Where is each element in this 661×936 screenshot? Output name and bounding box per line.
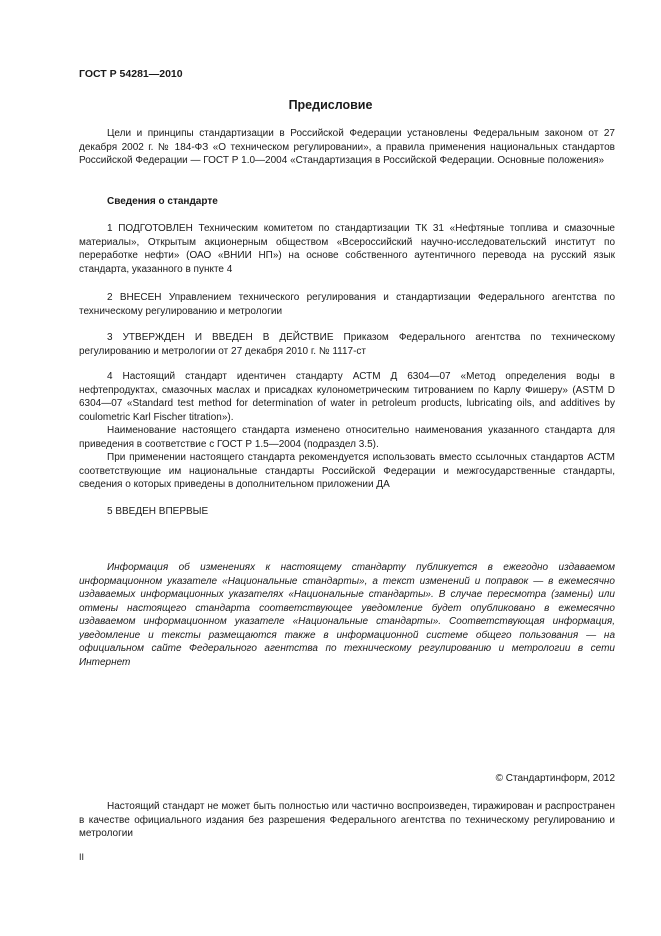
rights-paragraph: Настоящий стандарт не может быть полностью или частично воспроизведен, тиражирован и распространен в качестве официального издания без разрешения Федерального агентства по техническому регулированию и метрологии [79,801,615,839]
page-number: II [79,852,85,862]
item-5-paragraph: 5 ВВЕДЕН ВПЕРВЫЕ [107,506,209,517]
item-4-name-change-paragraph: Наименование настоящего стандарта изменено относительно наименования указанного стандарта для приведения в соответствие с ГОСТ Р 1.5—2004 (подраздел 3.5). [79,425,615,450]
item-4-paragraph: 4 Настоящий стандарт идентичен стандарту АСТМ Д 6304—07 «Метод определения воды в нефтепродуктах, смазочных маслах и присадках кулонометрическим титрованием по Карлу Фишеру» (ASTM D 6304—07 «Standard test method for determination of water in petroleum products, lubricating oils, and additives by coulometric Karl Fischer titration»). [79,371,615,423]
item-5-block [79,505,615,519]
page-title: Предисловие [288,98,373,112]
item-1-paragraph: 1 ПОДГОТОВЛЕН Техническим комитетом по стандартизации ТК 31 «Нефтяные топлива и смазочные материалы», Открытым акционерным обществом «Всероссийский научно-исследовательский институт по переработке нефти» (ОАО «ВНИИ НП») на основе собственного аутентичного перевода на русский язык стандарта, указанного в пункте 4 [79,223,615,275]
intro-paragraph-block [79,127,615,168]
item-2-paragraph: 2 ВНЕСЕН Управлением технического регулирования и стандартизации Федерального агентства по техническому регулированию и метрологии [79,292,615,317]
intro-paragraph: Цели и принципы стандартизации в Российской Федерации установлены Федеральным законом от 27 декабря 2002 г. № 184-ФЗ «О техническом регулировании», а правила применения национальных стандартов Российской Федерации — ГОСТ Р 1.0—2004 «Стандартизация в Российской Федерации. Основные положения» [79,128,615,166]
copyright-line: © Стандартинформ, 2012 [495,773,615,784]
item-2-block [79,291,615,318]
standard-code-header: ГОСТ Р 54281—2010 [79,68,183,80]
item-4-references-paragraph: При применении настоящего стандарта рекомендуется использовать вместо ссылочных стандартов АСТМ соответствующие им национальные стандарты Российской Федерации и межгосударственные стандарты, сведения о которых приведены в дополнительном приложении ДА [79,452,615,490]
notice-paragraph: Информация об изменениях к настоящему стандарту публикуется в ежегодно издаваемом информационном указателе «Национальные стандарты», а текст изменений и поправок — в ежемесячно издаваемых информационных указателях «Национальные стандарты». В случае пересмотра (замены) или отмены настоящего стандарта соответствующее уведомление будет опубликовано в ежемесячно издаваемом информационном указателе «Национальные стандарты». Соответствующая информация, уведомление и тексты размещаются также в информационной системе общего пользования — на официальном сайте Федерального агентства по техническому регулированию и метрологии в сети Интернет [79,562,615,668]
info-heading: Сведения о стандарте [107,196,218,207]
rights-block [79,800,615,841]
item-3-block [79,331,615,358]
item-4-block [79,370,615,492]
item-3-paragraph: 3 УТВЕРЖДЕН И ВВЕДЕН В ДЕЙСТВИЕ Приказом Федерального агентства по техническому регулированию и метрологии от 27 декабря 2010 г. № 1117-ст [79,332,615,357]
notice-block [79,561,615,669]
item-1-block [79,222,615,276]
